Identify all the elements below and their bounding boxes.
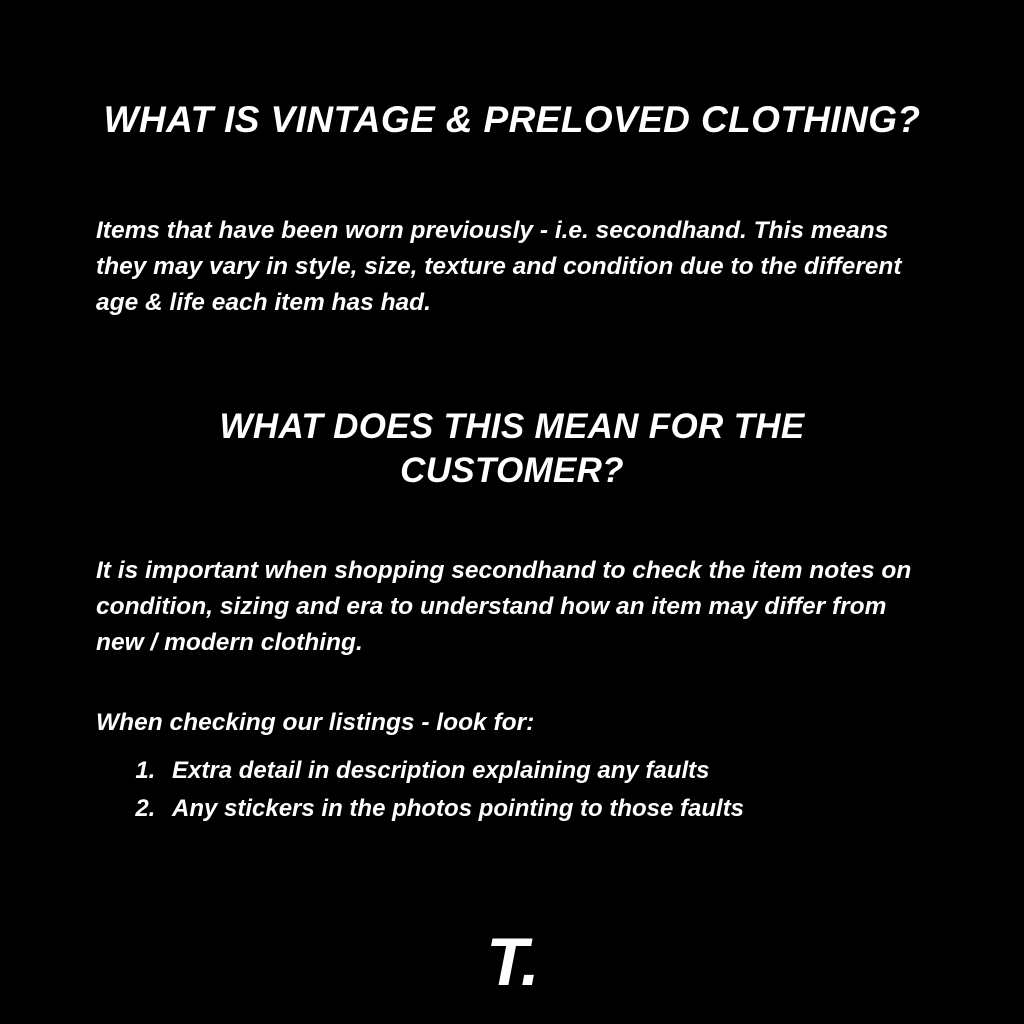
listings-prompt: When checking our listings - look for:: [96, 708, 535, 736]
page-title: WHAT IS VINTAGE & PRELOVED CLOTHING?: [103, 98, 921, 140]
brand-logo: T.: [486, 924, 538, 1000]
customer-paragraph: It is important when shopping secondhand to check the item notes on condition, sizing and era to understand how an item may differ from new / modern clothing.: [96, 556, 912, 656]
section-heading-customer: WHAT DOES THIS MEAN FOR THE CUSTOMER?: [219, 407, 805, 490]
list-item: 1. Extra detail in description explaining any faults: [162, 752, 962, 790]
checklist: [120, 752, 962, 829]
list-item: 2. Any stickers in the photos pointing to those faults: [162, 790, 962, 828]
intro-paragraph: Items that have been worn previously - i.e. secondhand. This means they may vary in style, size, texture and condition due to the different age & life each item has had.: [96, 216, 902, 316]
